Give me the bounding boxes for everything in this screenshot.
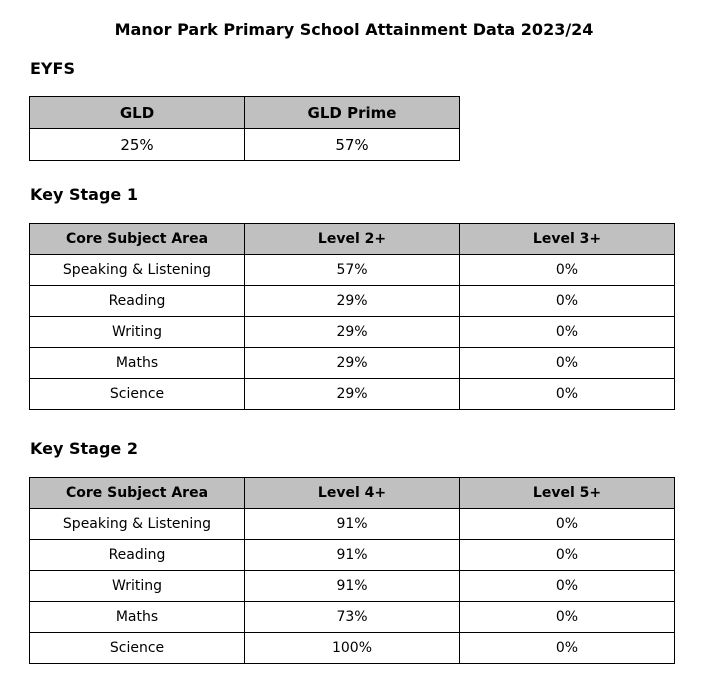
table-cell: 91% bbox=[245, 571, 460, 602]
table-row bbox=[30, 255, 675, 286]
table-cell: 0% bbox=[460, 633, 675, 664]
table-cell: 0% bbox=[460, 602, 675, 633]
table-cell: Maths bbox=[30, 348, 245, 379]
ks1-heading: Key Stage 1 bbox=[30, 185, 138, 204]
table-row bbox=[30, 286, 675, 317]
table-cell: 0% bbox=[460, 379, 675, 410]
table-cell: 0% bbox=[460, 348, 675, 379]
table-cell: 0% bbox=[460, 571, 675, 602]
table-cell: 100% bbox=[245, 633, 460, 664]
table-cell: Reading bbox=[30, 540, 245, 571]
column-header: Core Subject Area bbox=[30, 478, 245, 509]
ks2-heading: Key Stage 2 bbox=[30, 439, 138, 458]
table-cell: 73% bbox=[245, 602, 460, 633]
eyfs-table bbox=[29, 96, 460, 161]
page-title: Manor Park Primary School Attainment Data 2023/24 bbox=[114, 20, 594, 39]
table-header-row bbox=[30, 478, 675, 509]
table-cell: Science bbox=[30, 379, 245, 410]
table-row bbox=[30, 633, 675, 664]
table-cell: 29% bbox=[245, 286, 460, 317]
column-header: Level 5+ bbox=[460, 478, 675, 509]
table-cell: 0% bbox=[460, 509, 675, 540]
table-cell: 25% bbox=[30, 129, 245, 161]
table-cell: 57% bbox=[245, 255, 460, 286]
column-header: Core Subject Area bbox=[30, 224, 245, 255]
table-row bbox=[30, 129, 460, 161]
ks1-table bbox=[29, 223, 675, 410]
table-cell: 91% bbox=[245, 540, 460, 571]
table-cell: 91% bbox=[245, 509, 460, 540]
table-cell: Maths bbox=[30, 602, 245, 633]
column-header: Level 3+ bbox=[460, 224, 675, 255]
table-cell: Science bbox=[30, 633, 245, 664]
table-row bbox=[30, 602, 675, 633]
table-cell: 0% bbox=[460, 255, 675, 286]
table-cell: Speaking & Listening bbox=[30, 509, 245, 540]
table-cell: 57% bbox=[245, 129, 460, 161]
ks2-table bbox=[29, 477, 675, 664]
table-header-row bbox=[30, 97, 460, 129]
table-cell: 29% bbox=[245, 379, 460, 410]
table-cell: 0% bbox=[460, 540, 675, 571]
column-header: Level 4+ bbox=[245, 478, 460, 509]
column-header: Level 2+ bbox=[245, 224, 460, 255]
table-row bbox=[30, 540, 675, 571]
table-row bbox=[30, 571, 675, 602]
table-cell: 0% bbox=[460, 317, 675, 348]
table-row bbox=[30, 348, 675, 379]
table-cell: Reading bbox=[30, 286, 245, 317]
eyfs-heading: EYFS bbox=[30, 59, 75, 78]
table-cell: 29% bbox=[245, 348, 460, 379]
table-row bbox=[30, 317, 675, 348]
table-header-row bbox=[30, 224, 675, 255]
table-cell: Writing bbox=[30, 317, 245, 348]
column-header: GLD bbox=[30, 97, 245, 129]
table-cell: 0% bbox=[460, 286, 675, 317]
table-row bbox=[30, 509, 675, 540]
column-header: GLD Prime bbox=[245, 97, 460, 129]
table-cell: 29% bbox=[245, 317, 460, 348]
table-cell: Writing bbox=[30, 571, 245, 602]
table-row bbox=[30, 379, 675, 410]
table-cell: Speaking & Listening bbox=[30, 255, 245, 286]
